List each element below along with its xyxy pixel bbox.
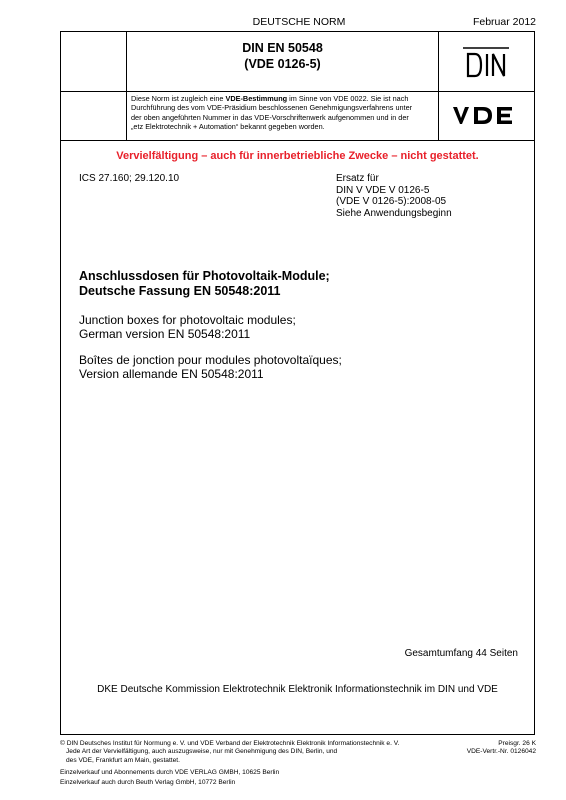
top-header xyxy=(60,14,538,32)
document-titles xyxy=(79,269,519,381)
vde-notice-row xyxy=(61,91,534,141)
german-title: Anschlussdosen für Photovoltaik-Module; Deutsche Fassung EN 50548:2011 xyxy=(79,269,330,298)
title-page-frame xyxy=(60,31,535,735)
standard-number-row xyxy=(61,32,534,92)
sale-info: Einzelverkauf und Abonnements durch VDE VERLAG GMBH, 10625 Berlin Einzelverkauf auch durch Beuth Verlag GmbH, 10772 Berlin xyxy=(60,769,280,787)
copyright-notice: © DIN Deutsches Institut für Normung e. V. und VDE Verband der Elektrotechnik Elektronik Informationstechnik e. V. Jede Art der Vervielfältigung, auch auszugsweise, nur mit Genehmigung des DIN, Berlin, und des VDE, Frankfurt am Main, gestattet. xyxy=(60,740,400,764)
order-number: VDE-Vertr.-Nr. 0126042 xyxy=(466,748,536,756)
reproduction-warning: Vervielfältigung – auch für innerbetriebliche Zwecke – nicht gestattet. xyxy=(116,150,479,162)
price-info xyxy=(467,740,536,757)
standard-number xyxy=(127,32,438,91)
din-number: DIN EN 50548 xyxy=(242,41,323,55)
vde-number: (VDE 0126-5) xyxy=(244,57,321,71)
vde-notice: Diese Norm ist zugleich eine VDE-Bestimmung im Sinne von VDE 0022. Sie ist nach Durchführung des vom VDE-Präsidium beschlossenen Genehmigungsverfahrens unter der oben angeführten Nummer in das VDE-Vorschriftenwerk aufgenommen und in der „etz Elektrotechnik + Automation“ bekannt gegeben worden. xyxy=(131,94,413,132)
dke-line: DKE Deutsche Kommission Elektrotechnik Elektronik Informationstechnik im DIN und VDE xyxy=(97,684,498,695)
vde-logo-icon xyxy=(452,105,524,126)
price-group: Preisgr. 26 K xyxy=(498,740,536,747)
din-logo-icon xyxy=(462,45,510,79)
total-page-count: Gesamtumfang 44 Seiten xyxy=(404,648,518,659)
replacement-info: Ersatz für DIN V VDE V 0126-5 (VDE V 0126-5):2008-05 Siehe Anwendungsbeginn xyxy=(336,173,452,219)
document-type-label: DEUTSCHE NORM xyxy=(252,16,346,28)
ics-code: ICS 27.160; 29.120.10 xyxy=(79,173,180,184)
french-title: Boîtes de jonction pour modules photovoltaïques; Version allemande EN 50548:2011 xyxy=(79,353,342,381)
publication-date: Februar 2012 xyxy=(472,16,536,28)
english-title: Junction boxes for photovoltaic modules; German version EN 50548:2011 xyxy=(79,313,296,341)
